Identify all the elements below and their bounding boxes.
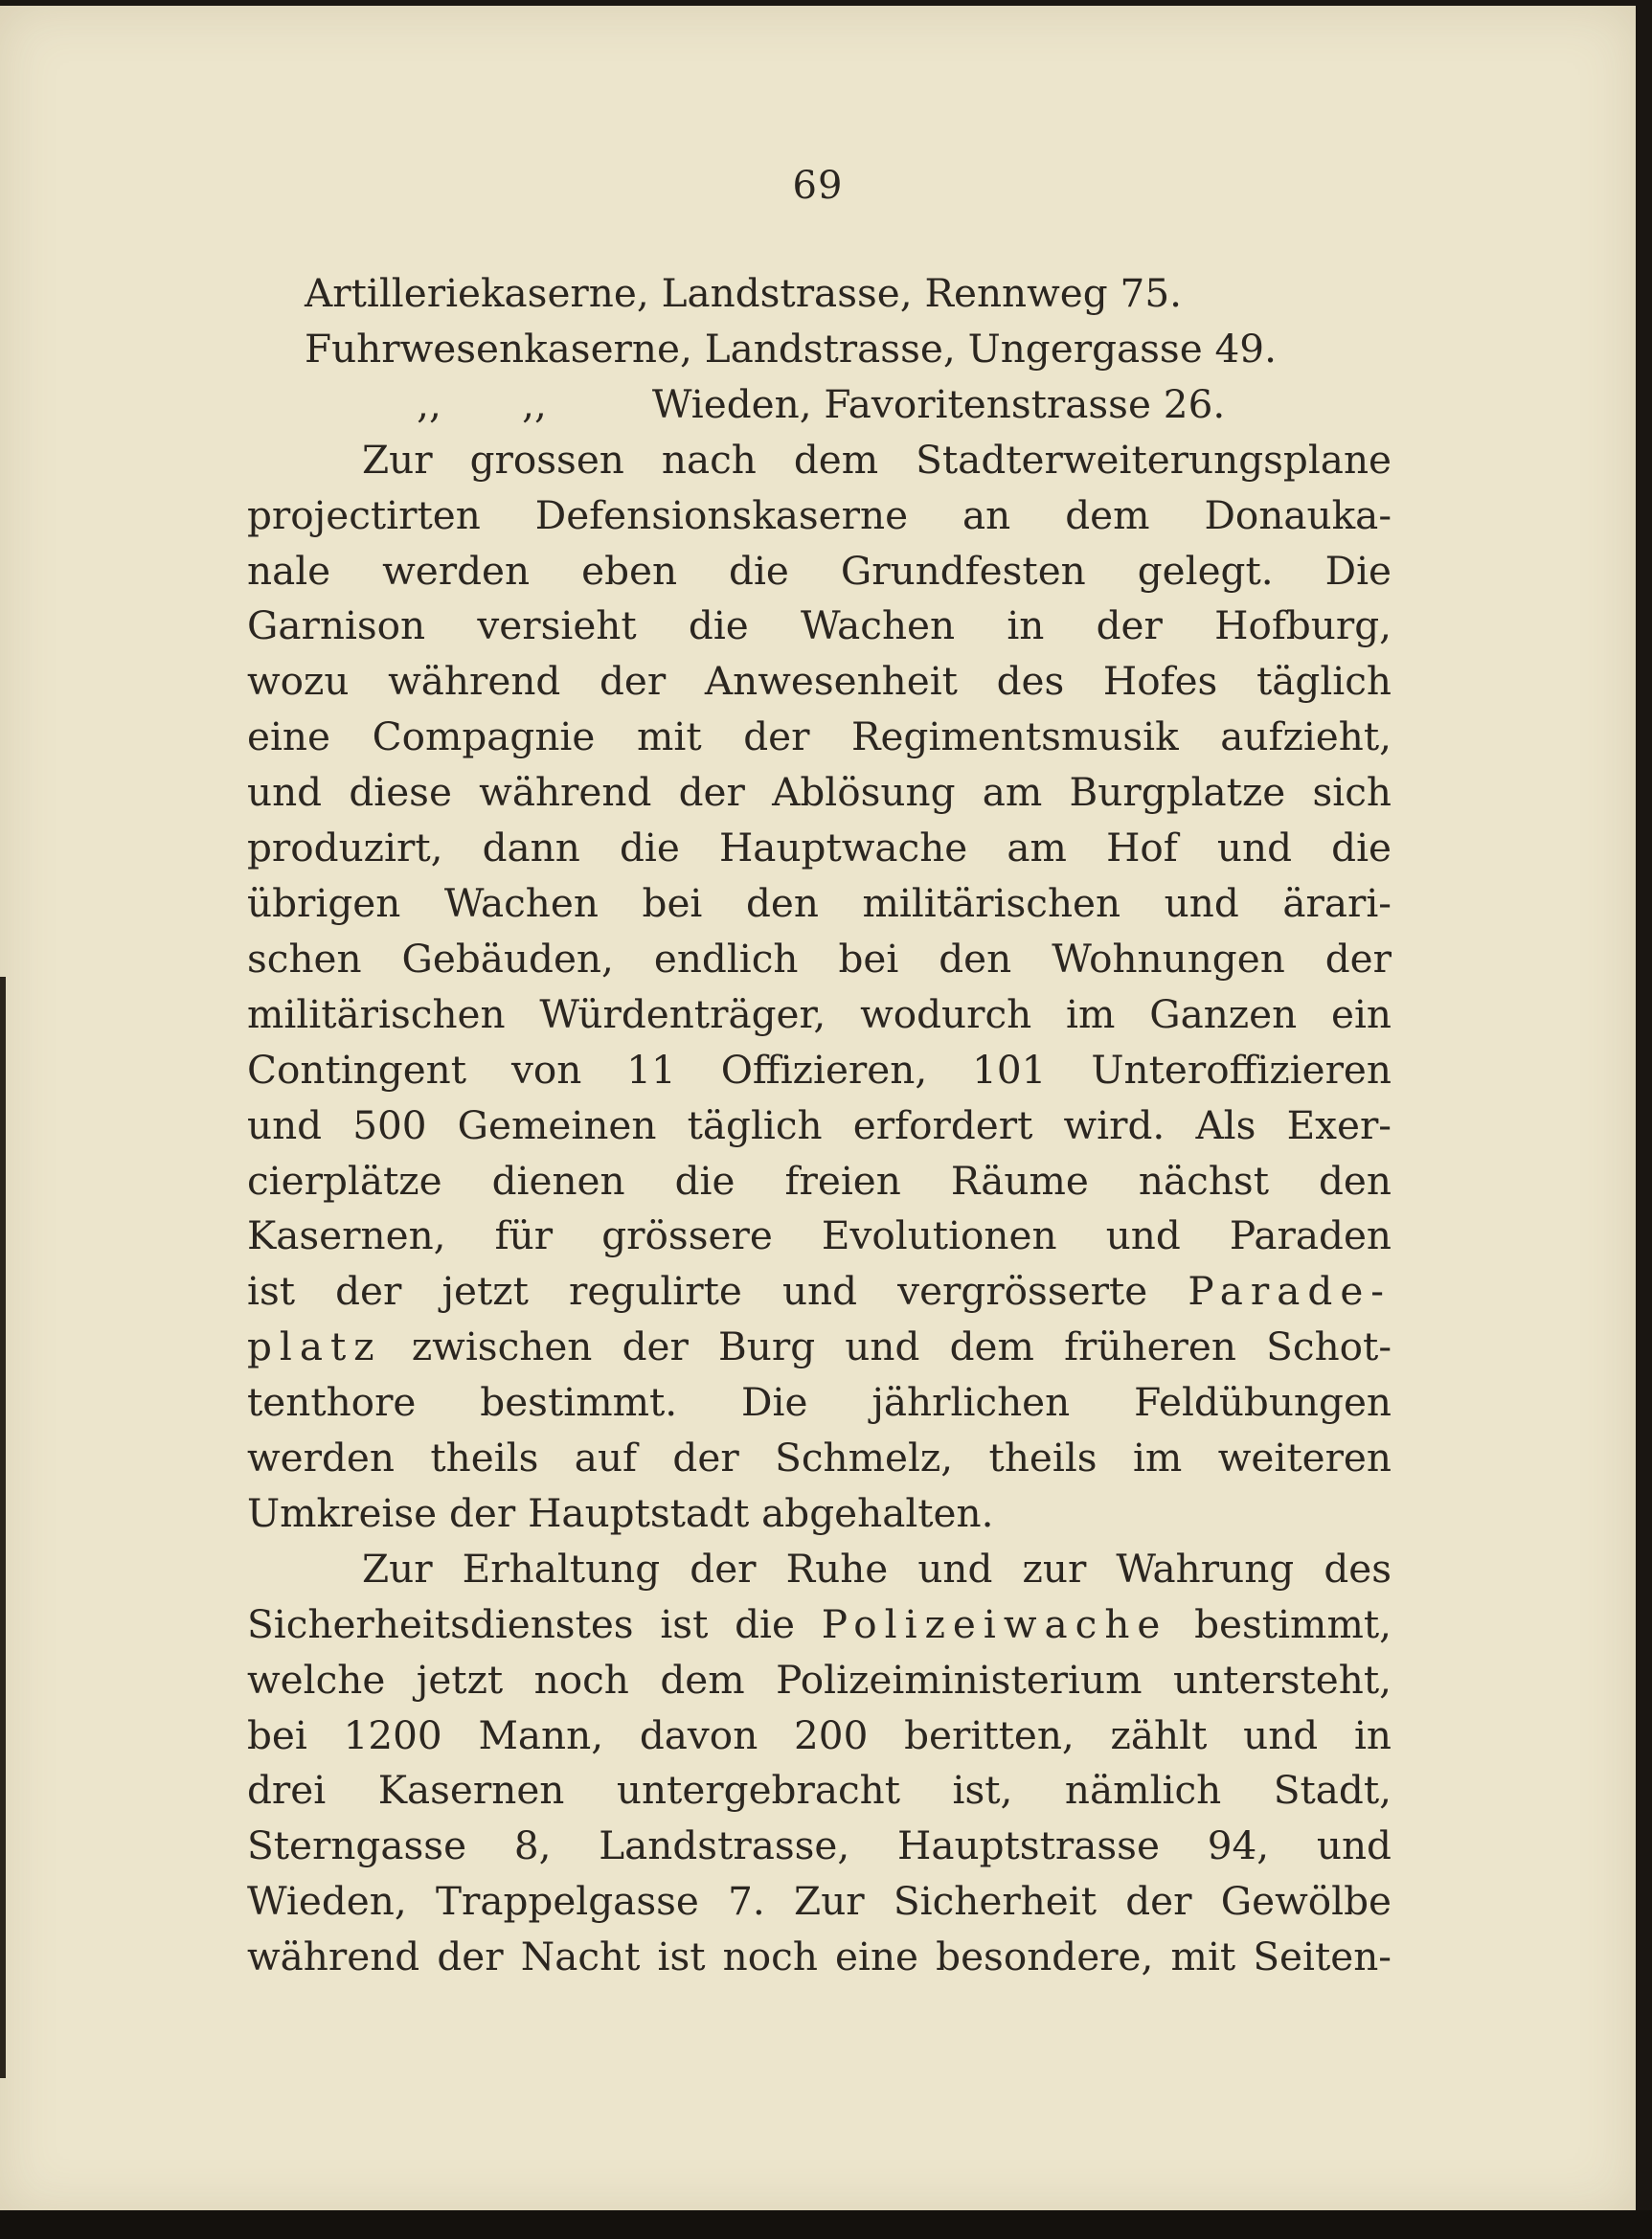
paragraph-line: welche jetzt noch dem Polizeiministerium untersteht, — [247, 1656, 1392, 1703]
page-number: 69 — [792, 164, 844, 208]
paragraph-line: Umkreise der Hauptstadt abgehalten. — [247, 1489, 994, 1536]
page-body — [247, 266, 1392, 1985]
paragraph-line: Wieden, Trappelgasse 7. Zur Sicherheit der Gewölbe — [247, 1878, 1392, 1925]
paragraph-line: Zur Erhaltung der Ruhe und zur Wahrung des — [362, 1545, 1392, 1592]
paragraph-line: projectirten Defensionskaserne an dem Donauka- — [247, 491, 1392, 538]
paragraph-line: und diese während der Ablösung am Burgplatze sich — [247, 769, 1392, 816]
paragraph-line — [247, 1597, 1392, 1653]
page-edge-shadow — [0, 977, 6, 2078]
paragraph-line: Contingent von 11 Offizieren, 101 Unteroffizieren — [247, 1046, 1392, 1093]
book-page — [0, 6, 1636, 2216]
paragraph-line: und 500 Gemeinen täglich erfordert wird. Als Exer- — [247, 1101, 1392, 1148]
line-text: zwischen der Burg und dem früheren Schot- — [381, 1323, 1392, 1370]
spaced-term: Polizeiwache — [821, 1600, 1168, 1647]
paragraph-line: bei 1200 Mann, davon 200 beritten, zählt und in — [247, 1711, 1392, 1758]
paragraph-line: nale werden eben die Grundfesten gelegt. Die — [247, 547, 1392, 594]
spaced-term: Parade- — [1188, 1268, 1392, 1315]
spaced-term: platz — [247, 1323, 382, 1370]
line-text: bestimmt, — [1167, 1600, 1392, 1647]
paragraph-line — [247, 1264, 1392, 1320]
line-text: ist der jetzt regulirte und vergrösserte — [247, 1268, 1188, 1315]
paragraph-line: eine Compagnie mit der Regimentsmusik aufzieht, — [247, 713, 1392, 760]
ditto-mark: ,, — [522, 380, 547, 427]
entry-line: Fuhrwesenkaserne, Landstrasse, Ungergasse 49. — [305, 325, 1277, 372]
entry-text: Wieden, Favoritenstrasse 26. — [651, 380, 1226, 427]
entry-line: Artilleriekaserne, Landstrasse, Rennweg 75. — [305, 270, 1182, 316]
paragraph-line: Zur grossen nach dem Stadterweiterungsplane — [362, 436, 1392, 483]
paragraph-line: Kasernen, für grössere Evolutionen und Paraden — [247, 1212, 1392, 1259]
paragraph-line: übrigen Wachen bei den militärischen und ärari- — [247, 879, 1392, 926]
ditto-mark: ,, — [417, 380, 441, 427]
line-text: Sicherheitsdienstes ist die — [247, 1600, 822, 1647]
paragraph-line: tenthore bestimmt. Die jährlichen Feldübungen — [247, 1379, 1392, 1426]
paragraph-line: schen Gebäuden, endlich bei den Wohnungen der — [247, 935, 1392, 982]
paragraph-line: werden theils auf der Schmelz, theils im weiteren — [247, 1435, 1392, 1481]
scan-border — [0, 2210, 1652, 2239]
paragraph-line: wozu während der Anwesenheit des Hofes täglich — [247, 658, 1392, 705]
paragraph-line: drei Kasernen untergebracht ist, nämlich Stadt, — [247, 1767, 1392, 1814]
paragraph-line — [247, 1320, 1392, 1375]
paragraph-line: produzirt, dann die Hauptwache am Hof und die — [247, 825, 1392, 871]
paragraph-line: Garnison versieht die Wachen in der Hofburg, — [247, 602, 1392, 649]
paragraph-line: während der Nacht ist noch eine besondere, mit Seiten- — [247, 1934, 1392, 1980]
paragraph-line: militärischen Würdenträger, wodurch im Ganzen ein — [247, 990, 1392, 1037]
entry-line-ditto — [247, 377, 1392, 433]
paragraph-line: cierplätze dienen die freien Räume nächst den — [247, 1157, 1392, 1204]
paragraph-line: Sterngasse 8, Landstrasse, Hauptstrasse 94, und — [247, 1822, 1392, 1869]
